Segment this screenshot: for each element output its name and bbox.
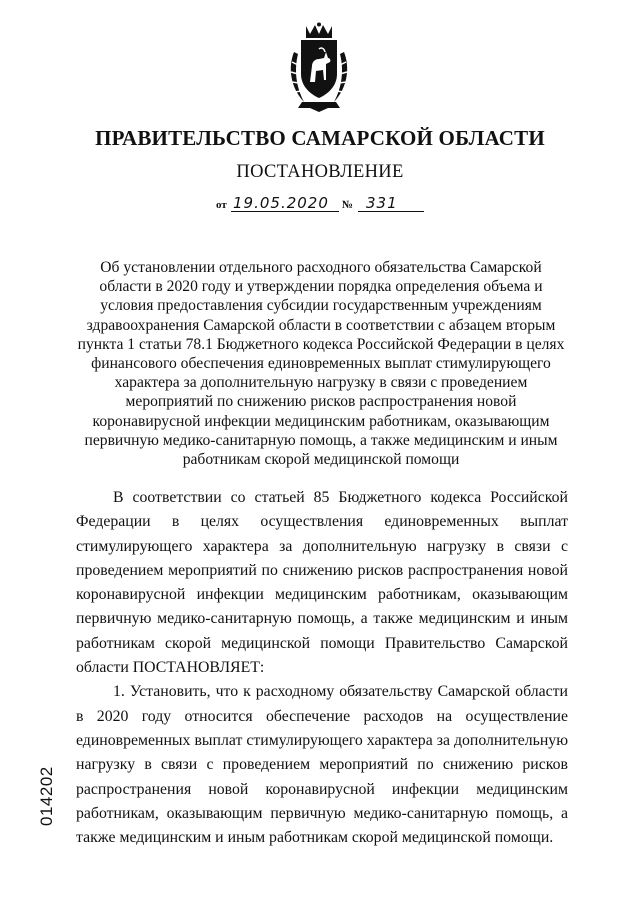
document-body: [76, 486, 568, 850]
date-number-line: [216, 191, 426, 215]
margin-number: 014202: [37, 766, 56, 826]
date-value: 19.05.2020: [233, 194, 329, 212]
date-label: от: [216, 199, 227, 211]
document-subject: Об установлении отдельного расходного обязательства Самарской области в 2020 году и утверждении порядка определения объема и условия предоставления субсидии государственным учреждениям здравоохранения Самарской области в соответствии с абзацем вторым пункта 1 статьи 78.1 Бюджетного кодекса Российской Федерации в целях финансового обеспечения единовременных выплат стимулирующего характера за дополнительную нагрузку в связи с проведением мероприятий по снижению рисков распространения новой коронавирусной инфекции медицинским работникам, оказывающим первичную медико-санитарную помощь, а также медицинским и иным работникам скорой медицинской помощи: [77, 259, 565, 469]
samara-oblast-coat-of-arms-icon: [288, 22, 350, 114]
item-1-paragraph: 1. Установить, что к расходному обязательству Самарской области в 2020 году относится обеспечение расходов на осуществление единовременных выплат стимулирующего характера за дополнительную нагрузку в связи с проведением мероприятий по снижению рисков распространения новой коронавирусной инфекции медицинским работникам, оказывающим первичную медико-санитарную помощь, а также медицинским и иным работникам скорой медицинской помощи.: [76, 683, 568, 847]
number-value: 331: [366, 194, 398, 212]
government-name: ПРАВИТЕЛЬСТВО САМАРСКОЙ ОБЛАСТИ: [95, 126, 545, 150]
number-label: №: [342, 199, 354, 211]
preamble-paragraph: В соответствии со статьей 85 Бюджетного кодекса Российской Федерации в целях осуществления единовременных выплат стимулирующего характера за дополнительную нагрузку в связи с проведением мероприятий по снижению рисков распространения новой коронавирусной инфекции медицинским работникам, оказывающим первичную медико-санитарную помощь, а также медицинским и иным работникам скорой медицинской помощи Правительство Самарской области ПОСТАНОВЛЯЕТ:: [76, 489, 568, 677]
document-type: ПОСТАНОВЛЕНИЕ: [236, 162, 404, 182]
